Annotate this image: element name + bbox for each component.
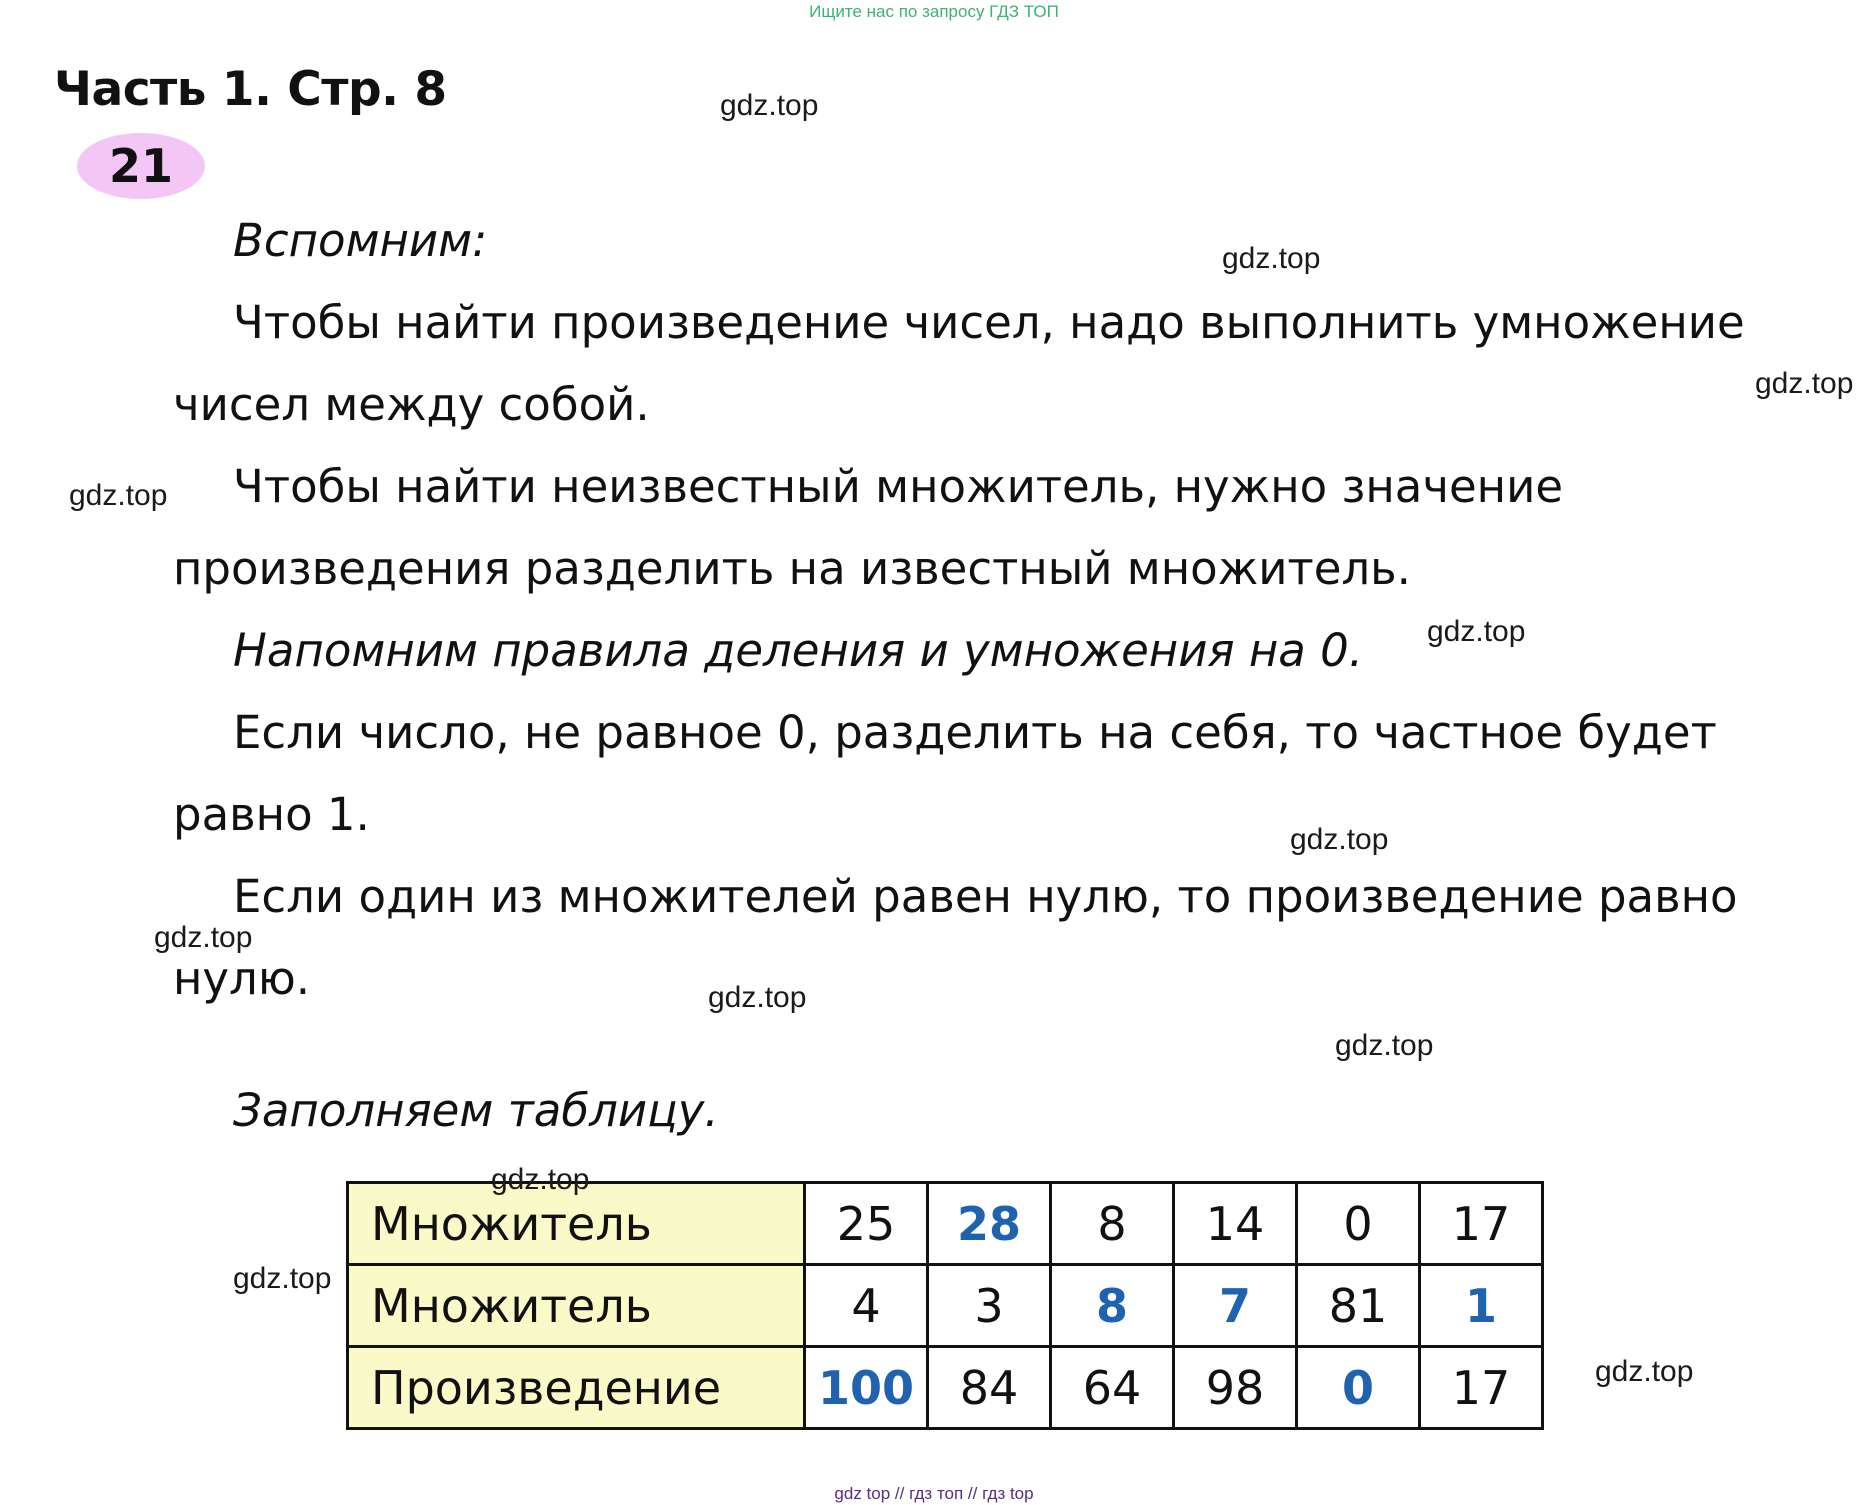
given-cell: 84 [928, 1347, 1051, 1429]
watermark: gdz.top [1755, 367, 1854, 400]
answer-cell: 7 [1174, 1265, 1297, 1347]
given-cell: 17 [1420, 1347, 1543, 1429]
watermark: gdz.top [1222, 242, 1321, 275]
table-row [348, 1347, 1543, 1429]
remember-heading: Вспомним: [233, 214, 488, 267]
multiplication-table [346, 1181, 1544, 1430]
answer-cell: 8 [1051, 1265, 1174, 1347]
given-cell: 98 [1174, 1347, 1297, 1429]
watermark: gdz.top [154, 921, 253, 954]
row-header: Множитель [348, 1183, 805, 1265]
given-cell: 0 [1297, 1183, 1420, 1265]
rule-3-line-1: Если число, не равное 0, разделить на себя, то частное будет [233, 706, 1717, 759]
watermark: gdz.top [69, 479, 168, 512]
rule-4-line-2: нулю. [173, 952, 310, 1005]
given-cell: 3 [928, 1265, 1051, 1347]
top-banner[interactable]: Ищите нас по запросу ГДЗ ТОП [809, 2, 1059, 21]
watermark: gdz.top [1335, 1029, 1434, 1062]
watermark: gdz.top [1427, 615, 1526, 648]
given-cell: 14 [1174, 1183, 1297, 1265]
watermark: gdz.top [720, 89, 819, 122]
row-header: Произведение [348, 1347, 805, 1429]
bottom-watermark-line: gdz top // гдз топ // гдз top [834, 1484, 1034, 1503]
given-cell: 64 [1051, 1347, 1174, 1429]
fill-table-heading: Заполняем таблицу. [233, 1084, 719, 1137]
answer-cell: 28 [928, 1183, 1051, 1265]
rule-1-line-2: чисел между собой. [173, 378, 650, 431]
watermark: gdz.top [1290, 823, 1389, 856]
answer-cell: 0 [1297, 1347, 1420, 1429]
rule-3-line-2: равно 1. [173, 788, 370, 841]
rule-4-line-1: Если один из множителей равен нулю, то произведение равно [233, 870, 1738, 923]
given-cell: 81 [1297, 1265, 1420, 1347]
watermark: gdz.top [233, 1262, 332, 1295]
given-cell: 4 [805, 1265, 928, 1347]
rule-2-line-1: Чтобы найти неизвестный множитель, нужно значение [233, 460, 1564, 513]
given-cell: 8 [1051, 1183, 1174, 1265]
given-cell: 25 [805, 1183, 928, 1265]
row-header: Множитель [348, 1265, 805, 1347]
rule-1-line-1: Чтобы найти произведение чисел, надо выполнить умножение [233, 296, 1745, 349]
rule-2-line-2: произведения разделить на известный множитель. [173, 542, 1411, 595]
task-number-badge: 21 [77, 133, 205, 199]
answer-cell: 1 [1420, 1265, 1543, 1347]
given-cell: 17 [1420, 1183, 1543, 1265]
zero-rules-heading: Напомним правила деления и умножения на 0. [233, 624, 1364, 677]
page-title: Часть 1. Стр. 8 [54, 62, 447, 117]
watermark: gdz.top [708, 981, 807, 1014]
watermark: gdz.top [1595, 1355, 1694, 1388]
watermark: gdz.top [491, 1163, 590, 1196]
table-row [348, 1265, 1543, 1347]
answer-cell: 100 [805, 1347, 928, 1429]
